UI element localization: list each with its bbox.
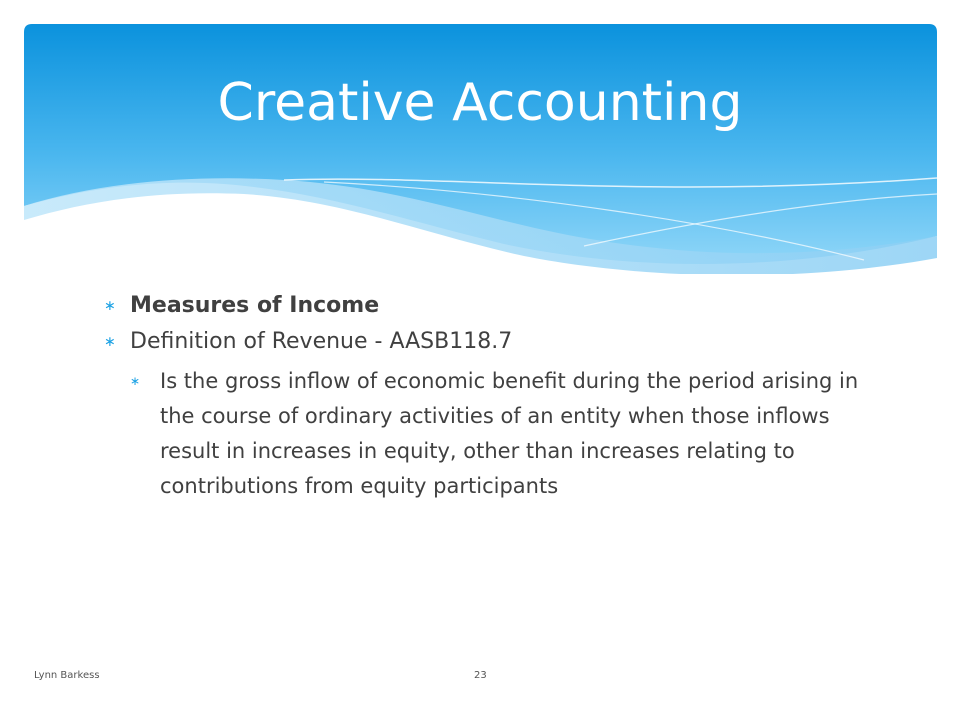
bullet-measures-of-income — [104, 288, 864, 324]
slide-title: Creative Accounting — [217, 73, 743, 133]
asterisk-bullet-icon: ∗ — [130, 374, 141, 388]
sub-bullet-text: Is the gross inflow of economic benefit during the period arising in the course of ordinary activities of an entity when those inflows result in increases in equity, other than increases relating to contributions from equity participants — [160, 369, 859, 498]
title-banner — [24, 24, 937, 274]
slide-body — [104, 288, 864, 504]
banner-wave-graphic — [24, 24, 937, 274]
sub-bullet-revenue-definition — [130, 364, 864, 504]
footer-page-number: 23 — [474, 670, 487, 681]
bullet-definition-of-revenue — [104, 324, 864, 360]
footer-author: Lynn Barkess — [34, 670, 100, 681]
asterisk-bullet-icon: ∗ — [104, 334, 116, 350]
bullet-text: Measures of Income — [130, 293, 380, 318]
asterisk-bullet-icon: ∗ — [104, 298, 116, 314]
bullet-text: Definition of Revenue - AASB118.7 — [130, 329, 513, 354]
